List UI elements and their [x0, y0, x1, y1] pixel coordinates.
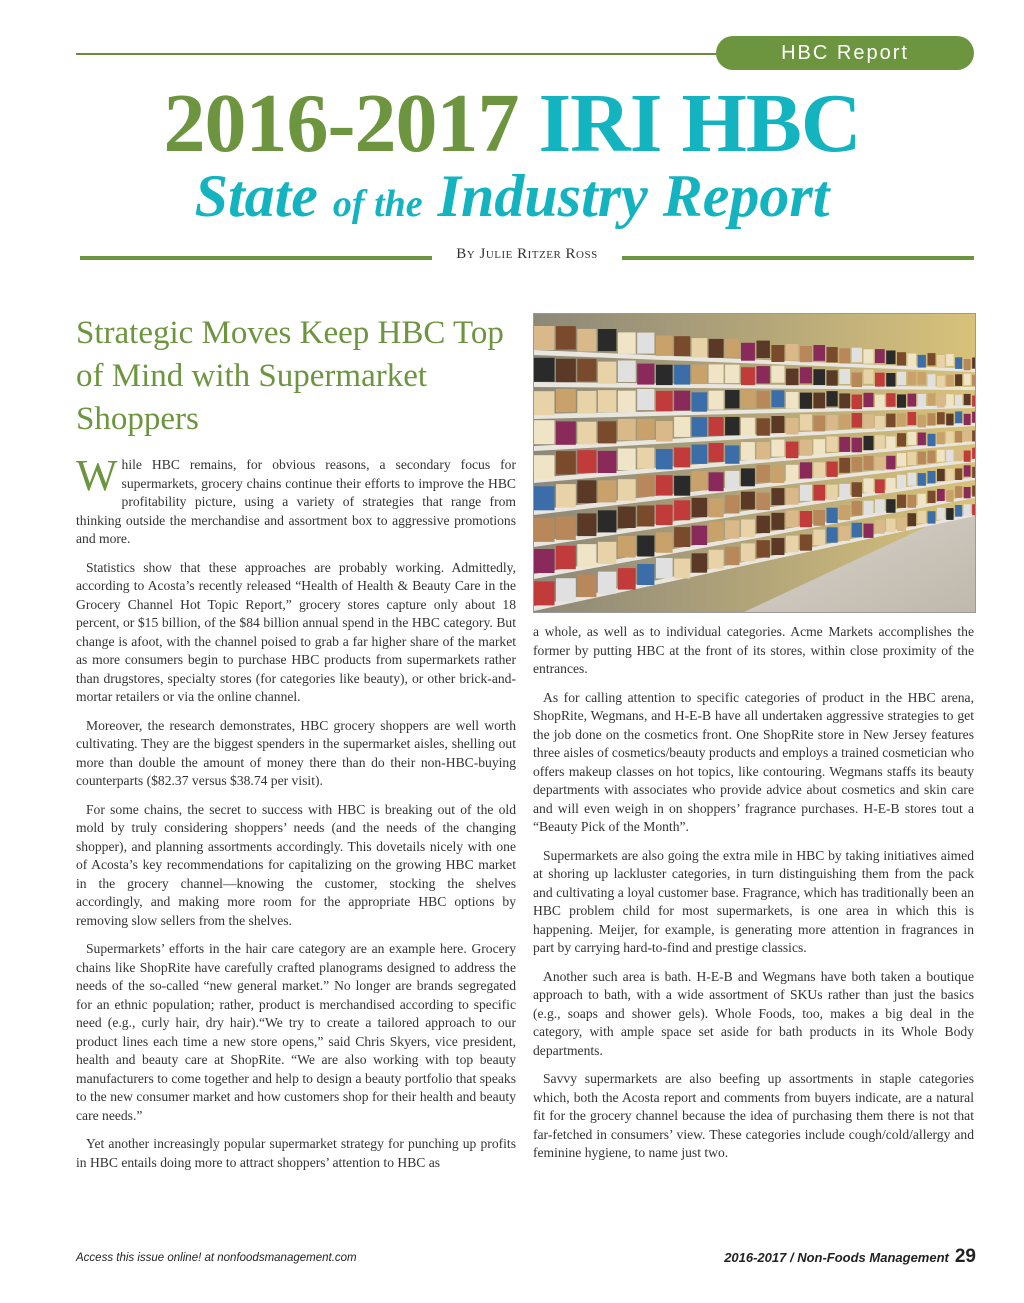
byline-rule-left — [80, 256, 432, 260]
aisle-illustration — [534, 314, 975, 612]
left-column — [76, 451, 516, 1182]
article-title: Strategic Moves Keep HBC Top of Mind with Supermarket Shoppers — [76, 315, 504, 437]
store-aisle-photo — [533, 313, 976, 613]
paragraph: Savvy supermarkets are also beefing up assortments in staple categories which, both the Acosta report and comments from buyers indicate, are a natural fit for the grocery channel because the idea of purchasing them there is not that far-fetched in consumers’ view. These categories include cough/cold/allergy and feminine hygiene, to name just two. — [533, 1071, 974, 1160]
right-column — [533, 623, 974, 1173]
page-number: 29 — [954, 1246, 976, 1267]
paragraph: Another such area is bath. H-E-B and Wegmans have both taken a boutique approach to bath, with a wide assortment of SKUs rather than just the basics (e.g., soaps and shower gels). Whole Foods, too, makes a big deal in the category, with ample space set aside for bath products in its Whole Body departments. — [533, 968, 974, 1058]
footer-issue — [724, 1246, 976, 1268]
title-iri-hbc: IRI HBC — [538, 77, 861, 170]
footer-issue-label: 2016-2017 / Non-Foods Management — [724, 1250, 949, 1265]
report-subtitle — [0, 160, 1024, 240]
paragraph: For some chains, the secret to success with HBC is breaking out of the old mold by truly considering shoppers’ needs (and the needs of the changing shopper), and planning assortments accordingly. This dovetails nicely with one of Acosta’s key recommendations for capitalizing on the growing HBC market in the grocery channel—knowing the customer, stocking the shelves accordingly, and making more room for the appropriate HBC options by removing slow sellers from the shelves. — [76, 801, 516, 928]
paragraph — [76, 451, 516, 549]
footer-website-note: Access this issue online! at nonfoodsmanagement.com — [76, 1252, 357, 1264]
header-rule — [76, 53, 756, 55]
title-years: 2016-2017 — [163, 77, 519, 170]
paragraph: Moreover, the research demonstrates, HBC grocery shoppers are well worth cultivating. They are the biggest spenders in the supermarket aisles, shelling out more than double the amount of money there than do their non-HBC-buying counterparts ($82.37 versus $38.74 per visit). — [76, 717, 516, 788]
byline-rule-right — [622, 256, 974, 260]
report-title — [0, 78, 1024, 170]
paragraph: Supermarkets’ efforts in the hair care category are an example here. Grocery chains like ShopRite have carefully crafted planograms designed to address the needs of the so-called “new general market.” No longer are brands segregated for an ethnic population; rather, product is merchandised according to specific need (e.g., curly hair, dry hair).“We try to create a tailored approach to our product lines each time a new store opens,” said Chris Skyers, vice president, health and beauty care at ShopRite. “We are also working with top beauty manufacturers to come together and help to design a beauty portfolio that speaks to the new consumer market and how customers shop for their health and beauty care needs.” — [76, 941, 516, 1123]
byline-row — [80, 244, 974, 270]
subtitle-of-the: of the — [332, 183, 423, 225]
paragraph: Yet another increasingly popular supermarket strategy for punching up profits in HBC entails doing more to attract shoppers’ attention to HBC as — [76, 1136, 516, 1170]
byline: By Julie Ritzer Ross — [456, 246, 598, 262]
subtitle-industry-report: Industry Report — [437, 163, 830, 229]
subtitle-state: State — [194, 163, 318, 229]
paragraph: As for calling attention to specific categories of product in the HBC arena, ShopRite, Wegmans, and H-E-B have all undertaken aggressive strategies to get the job done on the cosmetics front. One ShopRite store in New Jersey features three aisles of cosmetics/beauty products and employs a trained cosmetician who offers makeup classes on hot topics, like contouring. Wegmans staffs its beauty departments with associates who provide advice about cosmetics and skin care and will even weigh in on shoppers’ fragrance purchases. H-E-B stores tout a “Beauty Pick of the Month”. — [533, 689, 974, 834]
section-banner: HBC Report — [716, 36, 974, 70]
paragraph: a whole, as well as to individual categories. Acme Markets accomplishes the former by putting HBC at the front of its stores, within close proximity of the entrances. — [533, 624, 974, 676]
paragraph-text: hile HBC remains, for obvious reasons, a secondary focus for supermarkets, grocery chains continue their efforts to improve the HBC profitability picture, using a variety of strategies that range from thinking outside the merchandise and assortment box to aggressive promotions and more. — [76, 457, 516, 546]
paragraph: Supermarkets are also going the extra mile in HBC by taking initiatives aimed at shoring up lackluster categories, in turn distinguishing them from the pack and cultivating a loyal customer base. Fragrance, which has traditionally been an HBC problem child for most supermarkets, is one area in which this is happening. Meijer, for example, is generating more attention in fragrances in part by carrying hard-to-find and prestige classics. — [533, 847, 974, 955]
paragraph: Statistics show that these approaches are probably working. Admittedly, according to Acosta’s recently released “Health of Health & Beauty Care in the Grocery Channel Hot Topic Report,” grocery stores capture only about 18 percent, or $15 billion, of the $84 billion annual spend in the HBC category. But change is afoot, with the channel poised to grab a far higher share of the market as more consumers begin to purchase HBC products from supermarkets rather than drugstores, specialty stores (for categories like beauty), or other brick-and-mortar retailers or via the online channel. — [76, 559, 516, 704]
drop-cap: W — [76, 451, 118, 500]
